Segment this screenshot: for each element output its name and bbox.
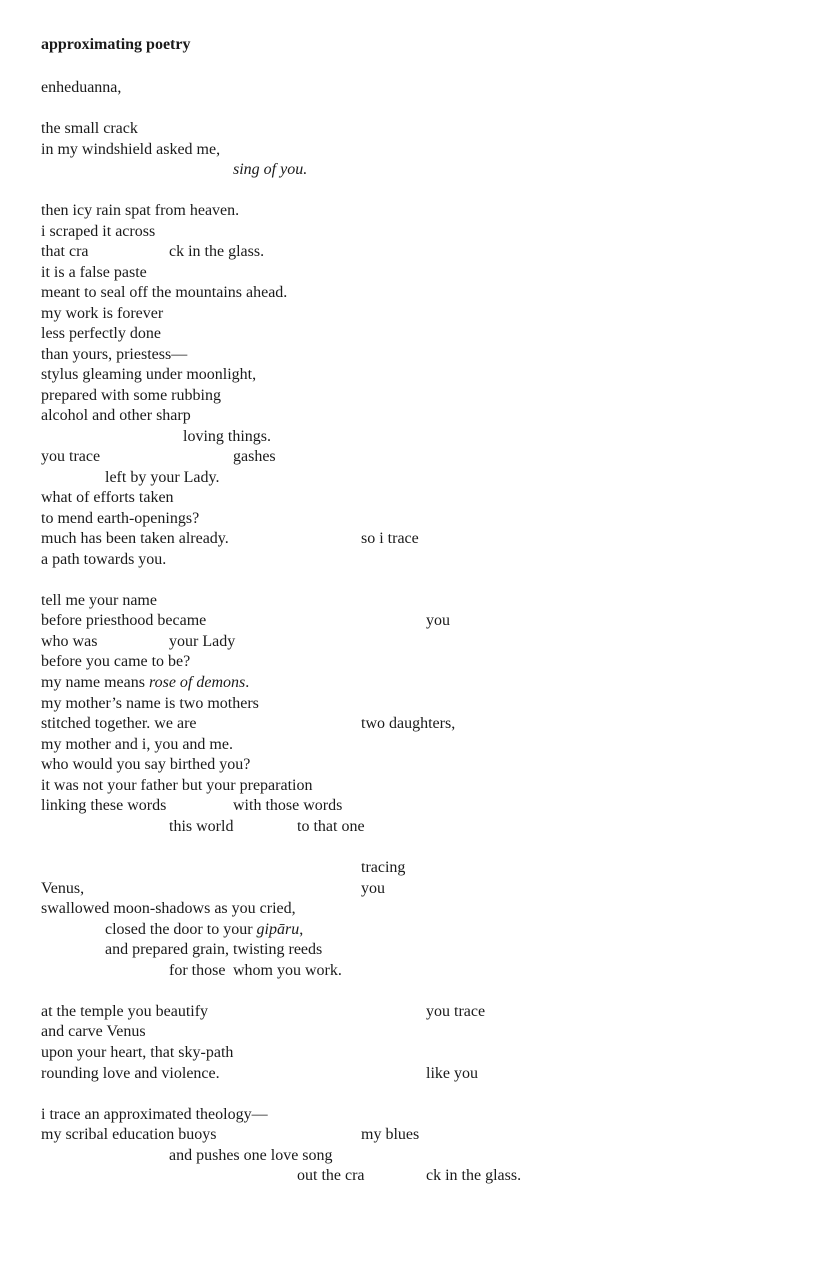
poem-line-segment: at the temple you beautify xyxy=(41,1003,209,1020)
poem-line xyxy=(41,652,190,672)
poem-line-segment: you xyxy=(361,880,385,897)
poem-line-segment: before priesthood became xyxy=(41,612,207,629)
poem-line xyxy=(169,1146,333,1166)
poem-line xyxy=(41,1125,217,1145)
poem-line-segment: my blues xyxy=(361,1126,420,1143)
poem-line xyxy=(426,611,450,631)
poem-line-segment: to that one xyxy=(297,818,365,835)
poem-line-segment: Venus, xyxy=(41,880,85,897)
poem-line-segment: that cra xyxy=(41,243,89,260)
poem-line-segment: who was xyxy=(41,633,98,650)
poem-line-segment: and prepared grain, twisting reeds xyxy=(105,941,323,958)
poem-line-segment: stitched together. we are xyxy=(41,715,197,732)
poem-line-segment: out the cra xyxy=(297,1167,365,1184)
poem-line-segment: gashes xyxy=(233,448,276,465)
poem-line xyxy=(41,242,89,262)
poem-line-segment: tracing xyxy=(361,859,406,876)
poem-line xyxy=(41,1064,220,1084)
poem-line xyxy=(41,776,312,796)
poem-line-segment: your Lady xyxy=(169,633,236,650)
poem-line xyxy=(41,632,97,652)
poem-line xyxy=(233,447,276,467)
poem-line-segment: closed the door to your xyxy=(105,921,257,938)
poem-line-segment: tell me your name xyxy=(41,592,157,609)
poem-line xyxy=(426,1002,485,1022)
poem-line xyxy=(41,591,157,611)
poem-line xyxy=(41,1105,268,1125)
poem-line xyxy=(41,735,233,755)
poem-line-segment: you xyxy=(426,612,450,629)
poem-line-segment: in my windshield asked me, xyxy=(41,141,221,158)
poem-line-segment: and carve Venus xyxy=(41,1023,146,1040)
poem-line-segment: the small crack xyxy=(41,120,138,137)
poem-line xyxy=(41,263,147,283)
poem-line xyxy=(183,427,271,447)
poem-line xyxy=(105,940,322,960)
poem-line-segment: my scribal education buoys xyxy=(41,1126,217,1143)
poem-line-segment: my mother’s name is two mothers xyxy=(41,695,259,712)
poem-line xyxy=(41,879,84,899)
poem-line-segment: with those words xyxy=(233,797,343,814)
poem-line xyxy=(41,119,138,139)
poem-line xyxy=(41,755,250,775)
poem-line-segment: you trace xyxy=(41,448,101,465)
poem-line xyxy=(41,324,161,344)
poem-line-segment: this world xyxy=(169,818,234,835)
poem-line-segment: upon your heart, that sky-path xyxy=(41,1044,234,1061)
poem-line-segment: meant to seal off the mountains ahead. xyxy=(41,284,288,301)
poem-line-segment: linking these words xyxy=(41,797,167,814)
poem-line xyxy=(41,201,239,221)
poem-line xyxy=(41,222,155,242)
poem-line xyxy=(361,858,405,878)
poem-line-segment: what of efforts taken xyxy=(41,489,174,506)
poem-line xyxy=(233,796,342,816)
poem-line-segment: like you xyxy=(426,1065,478,1082)
poem-line xyxy=(169,961,225,981)
poem-line-segment: rounding love and violence. xyxy=(41,1065,220,1082)
poem-line-segment: it was not your father but your preparation xyxy=(41,777,313,794)
poem-line-segment: ck in the glass. xyxy=(426,1167,522,1184)
poem-line-segment: so i trace xyxy=(361,530,419,547)
poem-line-segment: enheduanna, xyxy=(41,79,122,96)
poem-line-segment: sing of you. xyxy=(233,161,308,178)
poem-line-segment: left by your Lady. xyxy=(105,469,220,486)
poem-line-segment: my work is forever xyxy=(41,305,164,322)
poem-line xyxy=(41,1043,233,1063)
poem-line xyxy=(361,714,455,734)
poem-line-segment: who would you say birthed you? xyxy=(41,756,251,773)
poem-line xyxy=(41,447,100,467)
poem-line xyxy=(41,673,249,693)
poem-title: approximating poetry xyxy=(41,36,191,53)
poem-line-segment: . xyxy=(245,674,250,691)
poem-line-segment: ck in the glass. xyxy=(169,243,265,260)
poem-line-segment: two daughters, xyxy=(361,715,456,732)
poem-line xyxy=(41,550,166,570)
poem-line xyxy=(41,283,287,303)
poem-line xyxy=(41,365,256,385)
poem-line-segment: and pushes one love song xyxy=(169,1147,333,1164)
poem-line xyxy=(41,140,220,160)
poem-line xyxy=(297,1166,365,1186)
poem-line-segment: my mother and i, you and me. xyxy=(41,736,233,753)
poem-line xyxy=(41,1002,208,1022)
poem-line-segment: to mend earth-openings? xyxy=(41,510,200,527)
poem-line xyxy=(105,468,219,488)
poem-line xyxy=(41,611,206,631)
poem-line-segment: a path towards you. xyxy=(41,551,167,568)
poem-line xyxy=(426,1166,521,1186)
poem-line xyxy=(169,632,235,652)
poem-line xyxy=(41,406,191,426)
poem-line-segment: rose of demons xyxy=(148,674,246,691)
poem-line-segment: less perfectly done xyxy=(41,325,161,342)
poem-line-segment: much has been taken already. xyxy=(41,530,229,547)
poem-line-segment: it is a false paste xyxy=(41,264,147,281)
poem-line xyxy=(41,78,121,98)
poem-line xyxy=(41,529,229,549)
poem-line xyxy=(361,1125,419,1145)
poem-line xyxy=(169,242,264,262)
poem-line xyxy=(41,345,187,365)
poem-line-segment: before you came to be? xyxy=(41,653,191,670)
poem-line-segment: , xyxy=(299,921,304,938)
poem-line-segment: my name means xyxy=(41,674,149,691)
poem-line xyxy=(41,509,199,529)
poem-line-segment: i trace an approximated theology— xyxy=(41,1106,268,1123)
poem-line xyxy=(361,879,385,899)
poem-line-segment: swallowed moon-shadows as you cried, xyxy=(41,900,296,917)
poem-line xyxy=(105,920,303,940)
poem-line-segment: gipāru xyxy=(256,921,300,938)
poem-line-segment: prepared with some rubbing xyxy=(41,387,221,404)
poem-line-segment: then icy rain spat from heaven. xyxy=(41,202,240,219)
poem-line xyxy=(41,304,163,324)
poem-line-segment: loving things. xyxy=(183,428,272,445)
poem-line-segment: i scraped it across xyxy=(41,223,156,240)
poem-line xyxy=(41,1022,146,1042)
poem-line-segment: than yours, priestess— xyxy=(41,346,188,363)
poem-line xyxy=(41,488,174,508)
poem-line xyxy=(41,386,221,406)
poem-line-segment: alcohol and other sharp xyxy=(41,407,191,424)
poem-line xyxy=(169,817,233,837)
poem-line xyxy=(41,899,296,919)
poem-line xyxy=(41,694,259,714)
poem-line-segment: you trace xyxy=(426,1003,486,1020)
poem-line xyxy=(41,714,197,734)
poem-line-segment: for those xyxy=(169,962,226,979)
poem-line-segment: stylus gleaming under moonlight, xyxy=(41,366,257,383)
poem-line xyxy=(233,160,307,180)
poem-line xyxy=(233,961,342,981)
poem-line xyxy=(41,796,166,816)
poem-line xyxy=(426,1064,478,1084)
poem-line xyxy=(361,529,419,549)
poem-line-segment: whom you work. xyxy=(233,962,342,979)
poem-line xyxy=(297,817,365,837)
